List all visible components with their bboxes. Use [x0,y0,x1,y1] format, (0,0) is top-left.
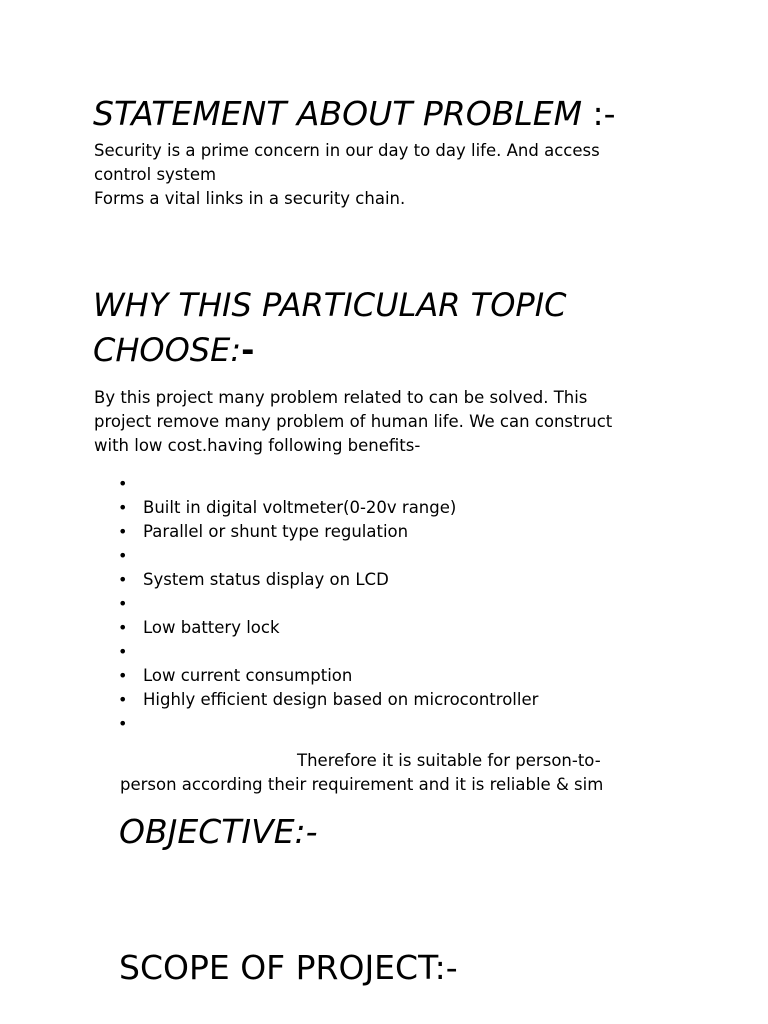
list-item [118,568,538,592]
list-item [118,544,538,568]
bullet-icon: • [118,618,128,637]
list-item [118,520,538,544]
why-paragraph [94,386,612,458]
statement-line-1: Security is a prime concern in our day to day life. And access [94,141,600,160]
list-item [118,496,538,520]
benefits-list [118,472,538,736]
bullet-icon: • [118,642,128,661]
bullet-icon: • [118,522,128,541]
list-item [118,712,538,736]
why-line-3: with low cost.having following benefits- [94,436,421,455]
statement-line-3: Forms a vital links in a security chain. [94,189,406,208]
list-item [118,616,538,640]
why-line-2: project remove many problem of human life. We can construct [94,412,613,431]
list-item-text: Built in digital voltmeter(0-20v range) [143,498,457,517]
bullet-icon: • [118,474,128,493]
why-heading-suffix: - [241,331,255,369]
conclusion-paragraph [120,749,603,797]
objective-heading [119,812,318,851]
why-heading-line-1 [93,286,567,324]
scope-heading-text: SCOPE OF PROJECT:- [119,948,458,987]
list-item-text: Parallel or shunt type regulation [143,522,409,541]
conclusion-line-2: person according their requirement and it is reliable & sim [120,775,604,794]
list-item [118,664,538,688]
list-item [118,688,538,712]
list-item-text: System status display on LCD [143,570,389,589]
conclusion-line-1: Therefore it is suitable for person-to- [297,751,601,770]
list-item [118,592,538,616]
list-item-text: Low current consumption [143,666,353,685]
statement-paragraph [94,139,600,211]
objective-heading-text: OBJECTIVE:- [119,812,318,851]
bullet-icon: • [118,570,128,589]
bullet-icon: • [118,594,128,613]
bullet-icon: • [118,714,128,733]
bullet-icon: • [118,690,128,709]
why-heading-text-2: CHOOSE: [93,331,242,369]
why-line-1: By this project many problem related to can be solved. This [94,388,588,407]
statement-heading-text: STATEMENT ABOUT PROBLEM [93,94,583,133]
list-item-text: Low battery lock [143,618,280,637]
bullet-icon: • [118,546,128,565]
bullet-icon: • [118,666,128,685]
why-heading-text-1: WHY THIS PARTICULAR TOPIC [93,286,567,324]
list-item [118,640,538,664]
statement-heading [93,94,616,133]
list-item-text: Highly efficient design based on microcontroller [143,690,539,709]
why-heading-line-2 [93,331,255,369]
statement-heading-suffix: :- [582,94,616,133]
list-item [118,472,538,496]
statement-line-2: control system [94,165,217,184]
scope-heading [119,948,458,987]
bullet-icon: • [118,498,128,517]
